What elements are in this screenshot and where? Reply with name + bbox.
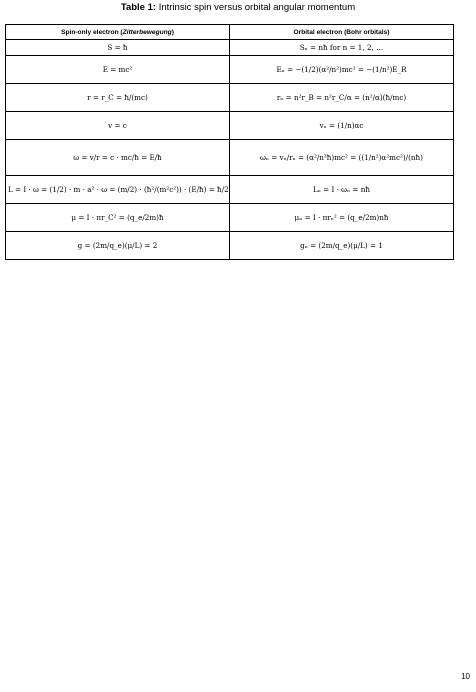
orbital-cell: Eₙ = −(1/2)(α²/n²)mc² = −(1/n²)E_R <box>230 56 454 84</box>
orbital-cell: ωₙ = vₙ/rₙ = (α²/n³ħ)mc² = ((1/n²)α²mc²)/(nħ) <box>230 140 454 176</box>
table-row <box>6 204 454 232</box>
page-number: 10 <box>461 672 470 681</box>
spin-cell: r = r_C = ħ/(mc) <box>6 84 230 112</box>
spin-cell: L = I · ω = (1/2) · m · a² · ω = (m/2) · (ħ²/(m²c²)) · (E/ħ) = ħ/2 <box>6 176 230 204</box>
header-spin: Spin-only electron (Zitterbewegung) <box>6 25 230 40</box>
table-row <box>6 112 454 140</box>
orbital-cell: μₙ = I · πrₙ² = (q_e/2m)nħ <box>230 204 454 232</box>
caption-label: Table 1: <box>120 2 157 13</box>
table-row <box>6 140 454 176</box>
comparison-table <box>5 24 454 260</box>
orbital-cell: gₙ = (2m/q_e)(μ/L) = 1 <box>230 232 454 260</box>
spin-cell: E = mc² <box>6 56 230 84</box>
table-row <box>6 232 454 260</box>
spin-cell: v = c <box>6 112 230 140</box>
spin-cell: S = ħ <box>6 40 230 56</box>
table-row <box>6 84 454 112</box>
spin-cell: μ = I · πr_C² = (q_e/2m)ħ <box>6 204 230 232</box>
spin-cell: ω = v/r = c · mc/ħ = E/ħ <box>6 140 230 176</box>
spin-cell: g = (2m/q_e)(μ/L) = 2 <box>6 232 230 260</box>
orbital-cell: vₙ = (1/n)αc <box>230 112 454 140</box>
orbital-cell: rₙ = n²r_B = n²r_C/α = (n²/α)(ħ/mc) <box>230 84 454 112</box>
orbital-cell: Sₙ = nħ for n = 1, 2, … <box>230 40 454 56</box>
table-row <box>6 56 454 84</box>
table-row <box>6 176 454 204</box>
header-orbital: Orbital electron (Bohr orbitals) <box>230 25 454 40</box>
table-caption <box>0 2 476 13</box>
table-row <box>6 40 454 56</box>
table-header-row <box>6 25 454 40</box>
orbital-cell: Lₙ = I · ωₙ = nħ <box>230 176 454 204</box>
caption-text: Intrinsic spin versus orbital angular momentum <box>158 2 356 13</box>
